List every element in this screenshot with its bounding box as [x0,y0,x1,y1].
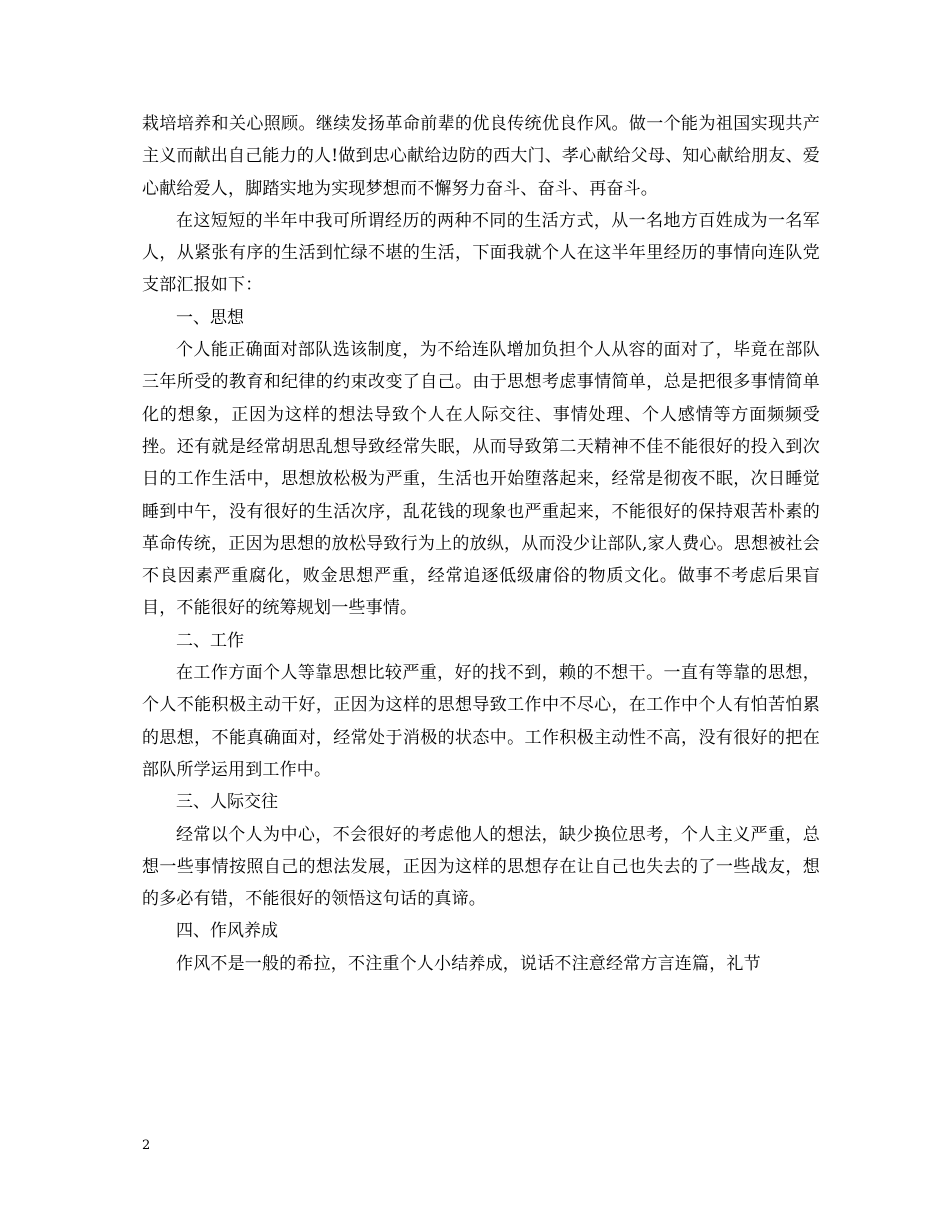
paragraph-work: 在工作方面个人等靠思想比较严重，好的找不到，赖的不想干。一直有等靠的思想，个人不能积极主动干好，正因为这样的思想导致工作中不尽心，在工作中个人有怕苦怕累的思想，不能真确面对，经常处于消极的状态中。工作积极主动性不高，没有很好的把在部队所学运用到工作中。 [142,663,820,780]
section-heading-work: 二、工作 [176,630,244,651]
section-heading-style: 四、作风养成 [176,921,278,942]
section-heading-thought: 一、思想 [176,307,244,328]
section-heading-relations: 三、人际交往 [176,792,278,813]
page-number: 2 [142,1138,151,1153]
paragraph-style: 作风不是一般的希拉，不注重个人小结养成，说话不注意经常方言连篇，礼节 [176,953,761,974]
paragraph-relations: 经常以个人为中心，不会很好的考虑他人的想法，缺少换位思考，个人主义严重，总想一些事情按照自己的想法发展，正因为这样的思想存在让自己也失去的了一些战友，想的多必有错，不能很好的领悟这句话的真谛。 [142,824,820,910]
document-body [142,108,820,980]
paragraph-intro: 在这短短的半年中我可所谓经历的两种不同的生活方式，从一名地方百姓成为一名军人，从紧张有序的生活到忙绿不堪的生活，下面我就个人在这半年里经历的事情向连队党支部汇报如下： [142,210,820,296]
paragraph-continuation: 栽培培养和关心照顾。继续发扬革命前辈的优良传统优良作风。做一个能为祖国实现共产主义而献出自己能力的人!做到忠心献给边防的西大门、孝心献给父母、知心献给朋友、爱心献给爱人，脚踏实地为实现梦想而不懈努力奋斗、奋斗、再奋斗。 [142,114,820,199]
paragraph-thought: 个人能正确面对部队选该制度，为不给连队增加负担个人从容的面对了，毕竟在部队三年所受的教育和纪律的约束改变了自己。由于思想考虑事情简单，总是把很多事情简单化的想象，正因为这样的想法导致个人在人际交往、事情处理、个人感情等方面频频受挫。还有就是经常胡思乱想导致经常失眠，从而导致第二天精神不佳不能很好的投入到次日的工作生活中，思想放松极为严重，生活也开始堕落起来，经常是彻夜不眠，次日睡觉睡到中午，没有很好的生活次序，乱花钱的现象也严重起来，不能很好的保持艰苦朴素的革命传统，正因为思想的放松导致行为上的放纵，从而没少让部队,家人费心。思想被社会不良因素严重腐化，败金思想严重，经常追逐低级庸俗的物质文化。做事不考虑后果盲目，不能很好的统筹规划一些事情。 [142,340,820,619]
